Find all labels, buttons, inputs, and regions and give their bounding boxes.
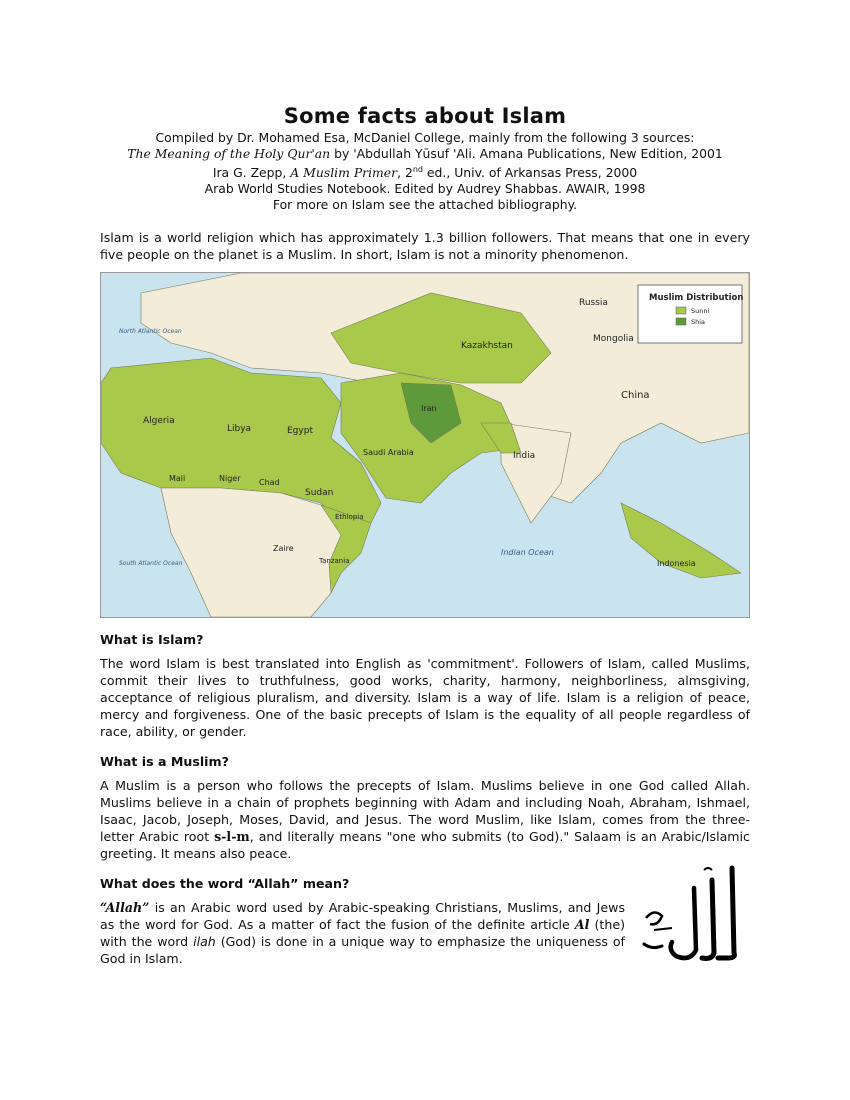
legend-label-sunni: Sunni [691,307,710,316]
compiled-by-line: Compiled by Dr. Mohamed Esa, McDaniel College, mainly from the following 3 sources: [155,130,695,145]
legend-label-shia: Shia [691,318,706,327]
section-body: The word Islam is best translated into English as 'commitment'. Followers of Islam, called Muslims, commit their lives to truthfulness, good works, charity, harmony, neighborliness, almsgiving, acceptance of religious pluralism, and diversity. Islam is a way of life. Islam is a religion of peace, mercy and forgiveness. One of the basic precepts of Islam is the equality of all people regardless of race, ability, or gender. [100,656,750,740]
section-what-is-muslim [100,754,750,862]
intro-paragraph: Islam is a world religion which has approximately 1.3 billion followers. That means that one in every five people on the planet is a Muslim. In short, Islam is not a minority phenomenon. [100,230,750,263]
label-south-atlantic: South Atlantic Ocean [119,560,183,568]
section-body: A Muslim is a person who follows the precepts of Islam. Muslims believe in one God called Allah. Muslims believe in a chain of prophets beginning with Adam and including Noah, Abraham, Ishmael, Isaac, Jacob, Joseph, Moses, David, and Jesus. The word Muslim, like Islam, comes from the three-letter Arabic root s-l-m, and literally means "one who submits (to God)." Salaam is an Arabic/Islamic greeting. It means also peace. [100,778,750,862]
sources-block [100,130,750,213]
section-heading: What is a Muslim? [100,754,229,770]
document-page [100,0,750,967]
source-line-1: The Meaning of the Holy Qur'an by 'Abdullah Yūsuf 'Ali. Amana Publications, New Edition, 2001 [127,146,723,161]
section-what-is-islam [100,632,750,740]
section-heading: What is Islam? [100,632,204,648]
section-heading: What does the word “Allah” mean? [100,876,350,892]
label-ethiopia: Ethiopia [335,513,364,522]
section-body: “Allah” is an Arabic word used by Arabic-speaking Christians, Muslims, and Jews as the word for God. As a matter of fact the fusion of the definite article Al (the) with the word ilah (God) is done in a unique way to emphasize the uniqueness of God in Islam. [100,900,626,967]
source-line-4: For more on Islam see the attached bibliography. [272,197,578,213]
label-chad: Chad [259,478,280,488]
label-india: India [513,451,536,462]
muslim-distribution-map [100,272,750,618]
map-graphic [101,273,749,617]
legend-swatch-shia [676,318,686,325]
label-mongolia: Mongolia [593,334,634,345]
label-egypt: Egypt [287,426,313,437]
label-saudi: Saudi Arabia [363,448,414,458]
source-line-3: Arab World Studies Notebook. Edited by Audrey Shabbas. AWAIR, 1998 [204,181,646,197]
label-libya: Libya [227,424,252,435]
allah-calligraphy-image [632,858,750,966]
label-indian-ocean: Indian Ocean [501,548,554,558]
label-tanzania: Tanzania [319,557,350,566]
label-sudan: Sudan [305,488,334,499]
label-north-atlantic: North Atlantic Ocean [119,328,182,336]
source-line-2: Ira G. Zepp, A Muslim Primer, 2nd ed., Univ. of Arkansas Press, 2000 [212,165,638,181]
legend-swatch-sunni [676,307,686,314]
section-allah-meaning [100,876,750,967]
label-mali: Mali [169,474,186,484]
label-china: China [621,390,650,402]
map-legend [638,285,743,343]
page-title: Some facts about Islam [283,104,567,128]
label-russia: Russia [579,298,608,309]
label-zaire: Zaire [273,544,294,554]
label-indonesia: Indonesia [657,559,696,569]
label-iran: Iran [421,404,437,414]
label-kazakhstan: Kazakhstan [461,341,513,352]
legend-title: Muslim Distribution [649,293,744,304]
label-algeria: Algeria [143,416,175,427]
label-niger: Niger [219,474,241,484]
